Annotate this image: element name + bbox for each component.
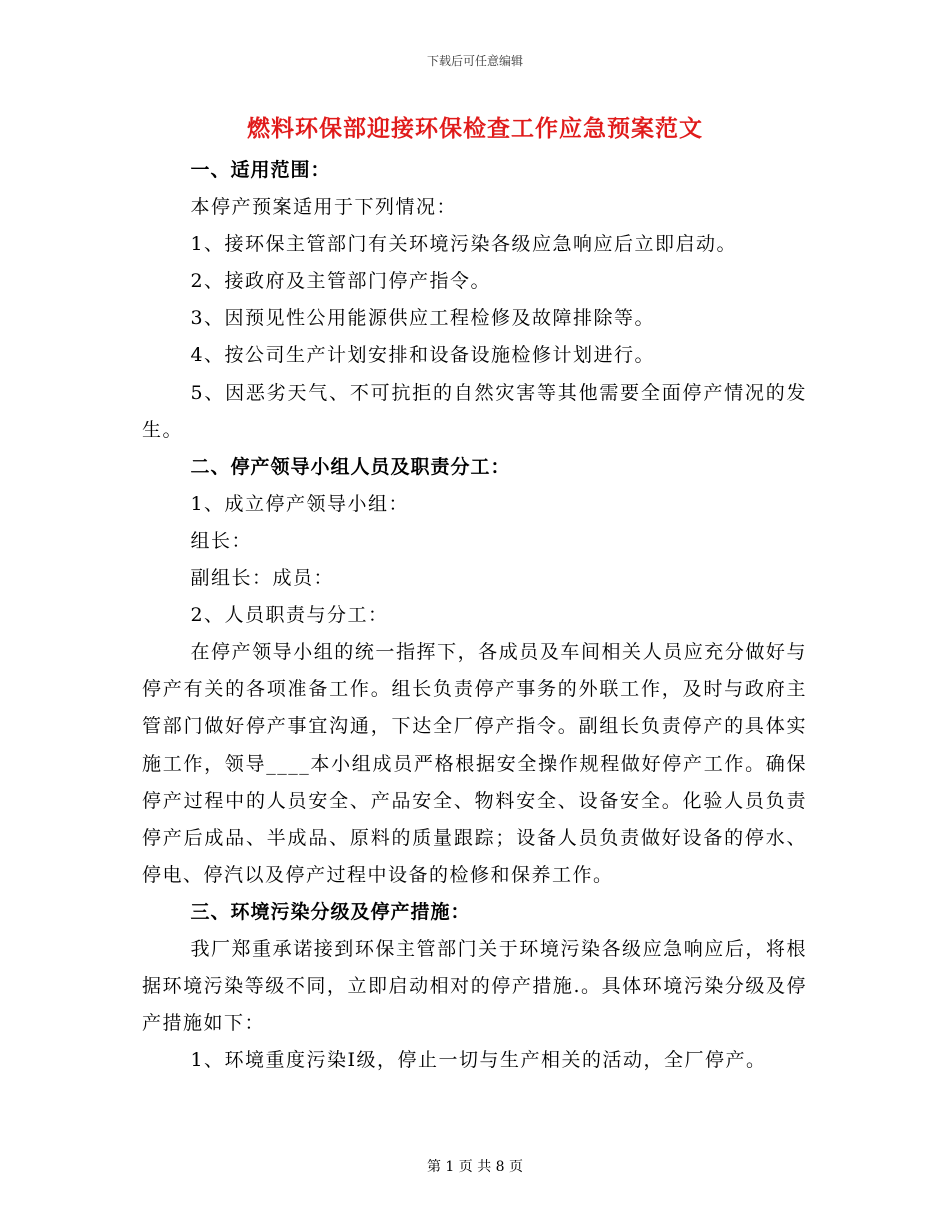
body-paragraph: 2、接政府及主管部门停产指令。 [190, 270, 492, 293]
body-paragraph: 3、因预见性公用能源供应工程检修及故障排除等。 [190, 307, 656, 330]
body-paragraph: 组长： [190, 529, 252, 552]
page-number: 第 1 页 共 8 页 [426, 1159, 524, 1175]
body-paragraph: 副组长：成员： [190, 567, 334, 590]
body-paragraph: 1、接环保主管部门有关环境污染各级应急响应后立即启动。 [190, 233, 738, 256]
document-body [142, 152, 807, 1079]
body-paragraph: 5、因恶劣天气、不可抗拒的自然灾害等其他需要全面停产情况的发生。 [142, 381, 807, 441]
header-note: 下载后可任意编辑 [426, 54, 523, 68]
body-paragraph: 1、成立停产领导小组： [190, 492, 410, 515]
body-paragraph: 我厂郑重承诺接到环保主管部门关于环境污染各级应急响应后，将根据环境污染等级不同，立即启动相对的停产措施.。具体环境污染分级及停产措施如下： [142, 937, 807, 1035]
section-heading: 三、环境污染分级及停产措施： [190, 900, 471, 923]
body-paragraph: 2、人员职责与分工： [190, 604, 389, 627]
body-paragraph: 在停产领导小组的统一指挥下，各成员及车间相关人员应充分做好与停产有关的各项准备工作。组长负责停产事务的外联工作，及时与政府主管部门做好停产事宜沟通，下达全厂停产指令。副组长负责停产的具体实施工作，领导____本小组成员严格根据安全操作规程做好停产工作。确保停产过程中的人员安全、产品安全、物料安全、设备安全。化验人员负责停产后成品、半成品、原料的质量跟踪；设备人员负责做好设备的停水、停电、停汽以及停产过程中设备的检修和保养工作。 [142, 641, 807, 886]
section-heading: 二、停产领导小组人员及职责分工： [190, 455, 511, 478]
section-heading: 一、适用范围： [190, 159, 331, 181]
body-paragraph: 本停产预案适用于下列情况： [190, 196, 457, 219]
document-title: 燃料环保部迎接环保检查工作应急预案范文 [247, 115, 703, 142]
body-paragraph: 4、按公司生产计划安排和设备设施检修计划进行。 [190, 344, 656, 367]
body-paragraph: 1、环境重度污染Ⅰ级，停止一切与生产相关的活动，全厂停产。 [190, 1049, 767, 1072]
